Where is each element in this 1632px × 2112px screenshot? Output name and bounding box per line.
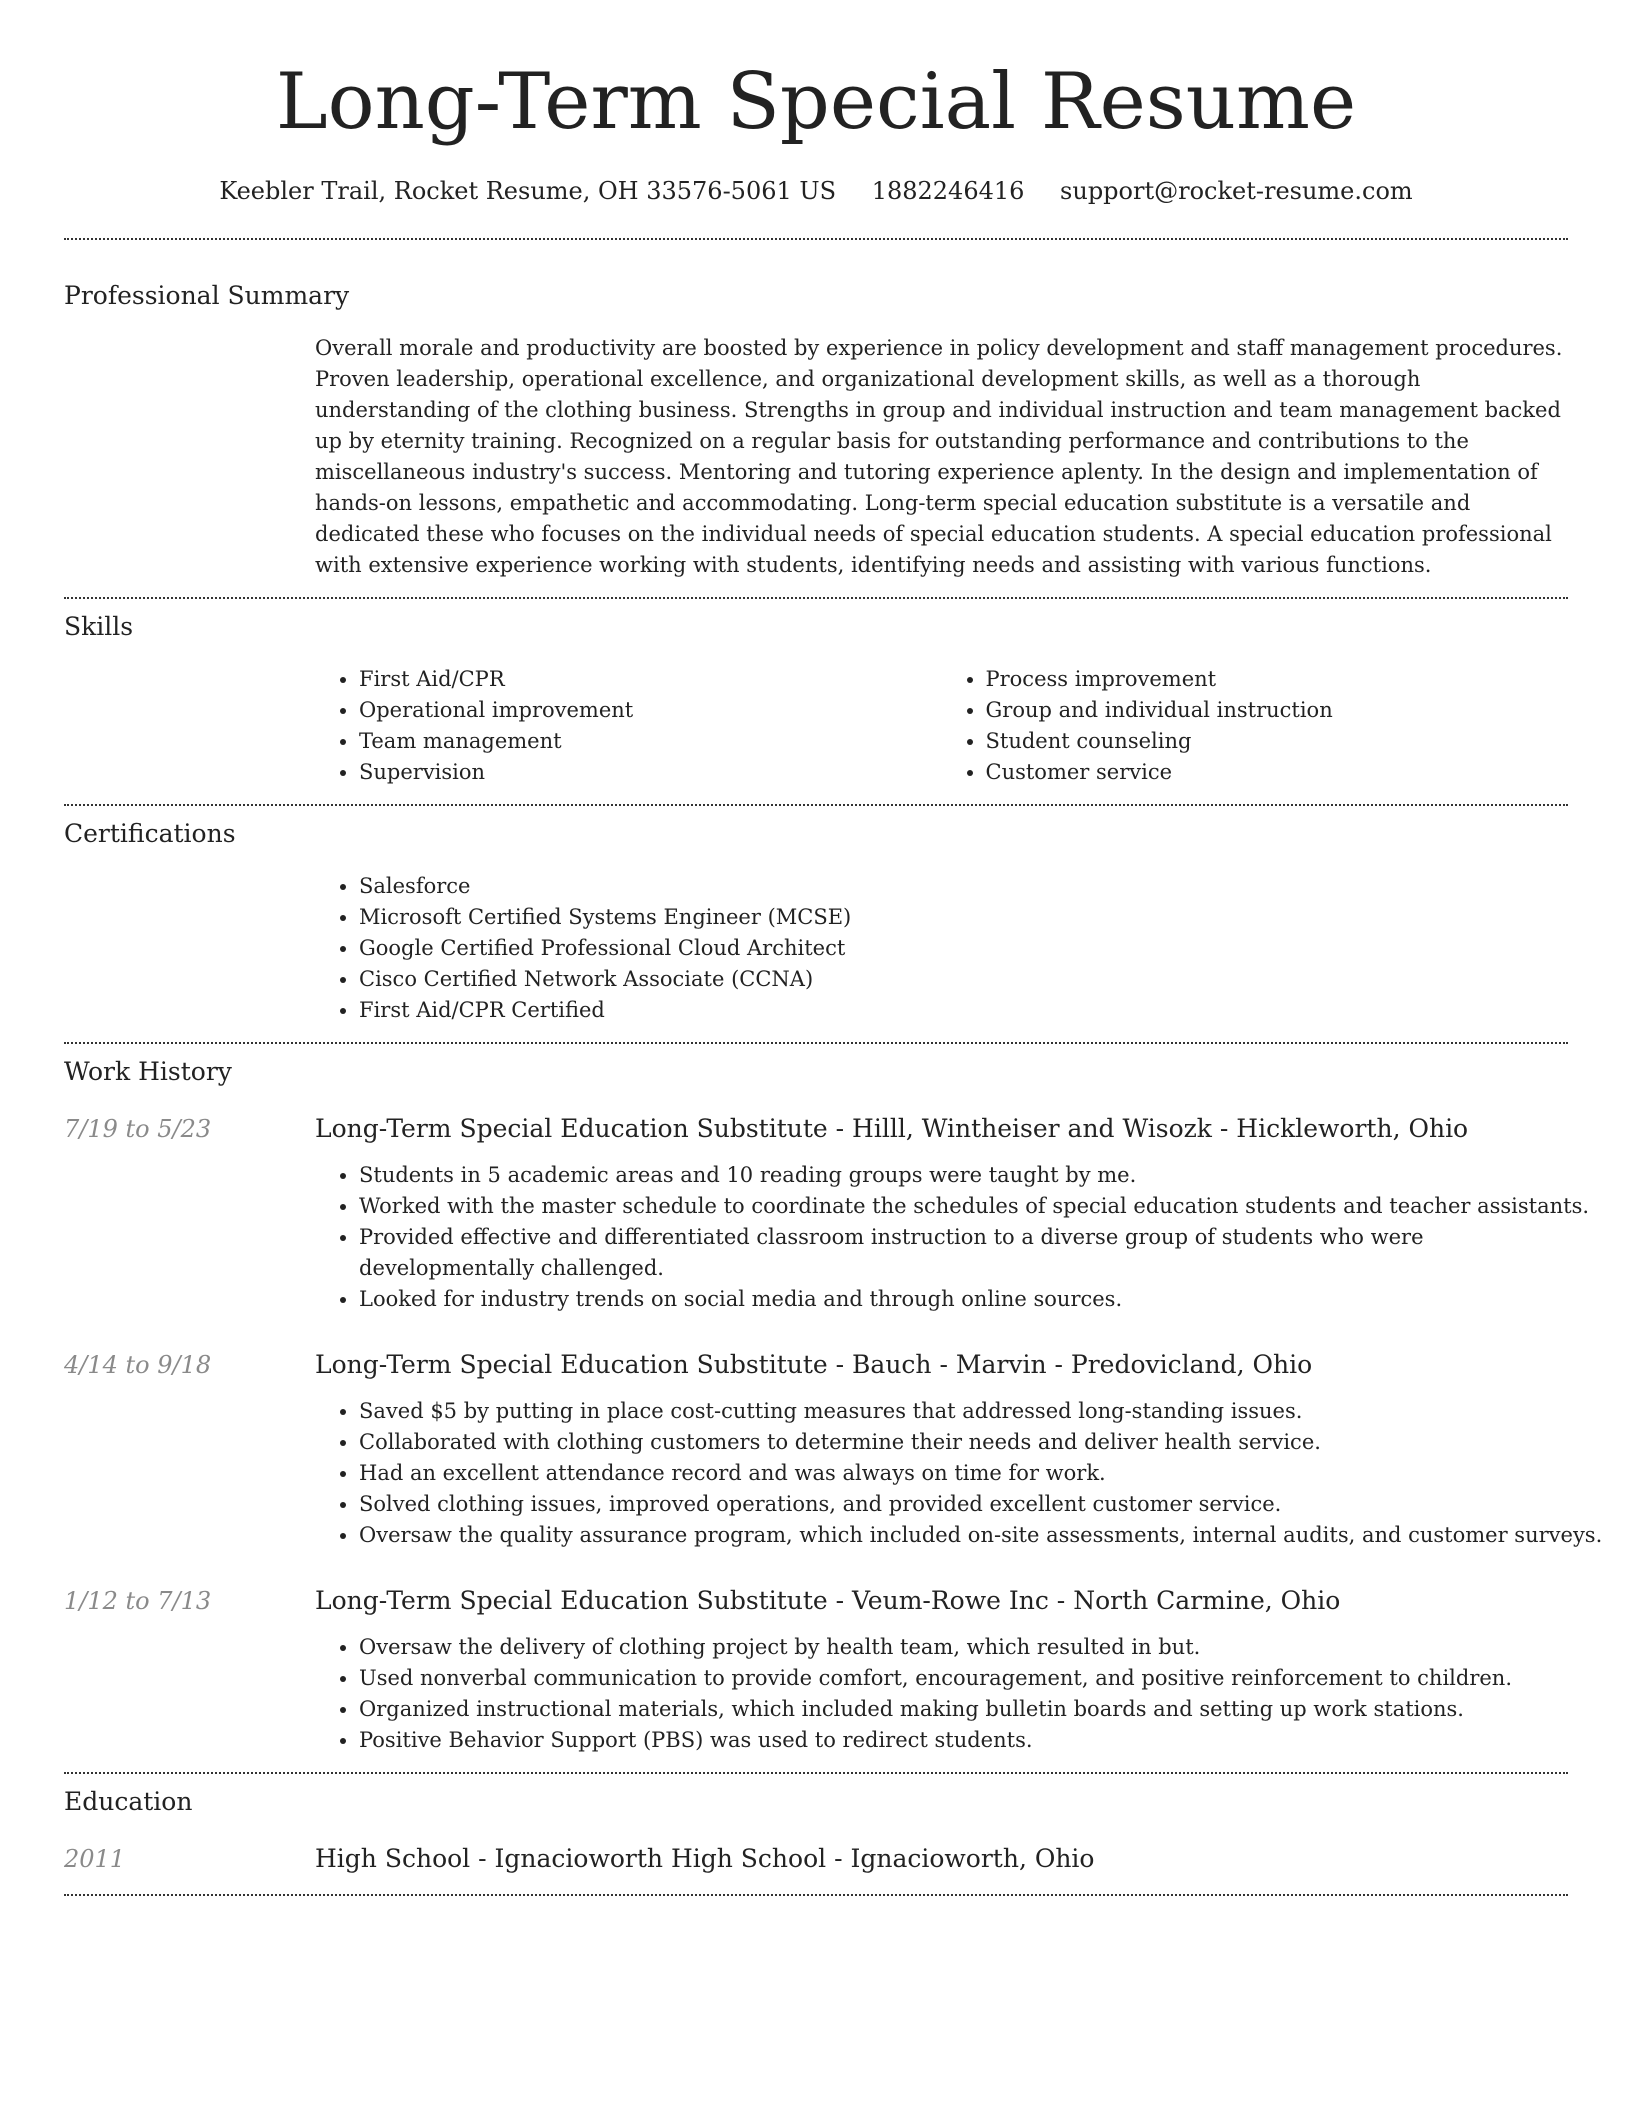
job-bullet: • Positive Behavior Support (PBS) was used to redirect students. [359, 1725, 1568, 1756]
certification-item: • Cisco Certified Network Associate (CCNA) [359, 964, 1568, 995]
skill-item: • Process improvement [986, 664, 1569, 695]
section-certifications [64, 817, 1568, 1026]
job-bullet: • Oversaw the delivery of clothing project by health team, which resulted in but. [359, 1632, 1568, 1663]
skill-item: • Team management [359, 726, 942, 757]
divider [64, 597, 1568, 599]
certifications-content [315, 871, 1568, 1026]
job-heading: Long-Term Special Education Substitute - Hilll, Wintheiser and Wisozk - Hickleworth, Ohio [315, 1114, 1469, 1143]
contact-line [64, 174, 1568, 208]
section-skills [64, 610, 1568, 788]
certification-item: • First Aid/CPR Certified [359, 995, 1568, 1026]
divider [64, 1772, 1568, 1774]
job-entry [64, 1348, 1603, 1551]
section-education [64, 1785, 1568, 1876]
divider [64, 1042, 1568, 1044]
skills-list-left [315, 664, 942, 788]
job-bullet: • Saved $5 by putting in place cost-cutting measures that addressed long-standing issues. [359, 1396, 1568, 1427]
education-entry [64, 1842, 1568, 1876]
skill-item: • Group and individual instruction [986, 695, 1569, 726]
certification-item: • Salesforce [359, 871, 1568, 902]
job-bullet: • Worked with the master schedule to coordinate the schedules of special education students and teacher assistants. [359, 1191, 1568, 1222]
education-date: 2011 [64, 1845, 126, 1873]
job-date: 7/19 to 5/23 [64, 1115, 212, 1143]
job-bullets [315, 1160, 1590, 1315]
contact-email: support@rocket-resume.com [1060, 177, 1413, 205]
job-bullets [315, 1632, 1568, 1756]
job-bullet: • Provided effective and differentiated classroom instruction to a diverse group of students who were developmentally challenged. [359, 1222, 1568, 1284]
job-bullet: • Organized instructional materials, which included making bulletin boards and setting up work stations. [359, 1694, 1568, 1725]
section-title-work: Work History [64, 1057, 232, 1086]
skill-item: • Customer service [986, 757, 1569, 788]
resume-page [64, 0, 1603, 1896]
section-work-history [64, 1055, 1603, 1756]
divider [64, 804, 1568, 806]
section-title-skills: Skills [64, 612, 134, 641]
job-entry [64, 1584, 1568, 1756]
job-bullet: • Solved clothing issues, improved operations, and provided excellent customer service. [359, 1489, 1568, 1520]
contact-phone: 1882246416 [871, 177, 1025, 205]
skills-columns [315, 664, 1568, 788]
resume-name: Long-Term Special Resume [275, 57, 1357, 147]
certification-item: • Google Certified Professional Cloud Architect [359, 933, 1568, 964]
divider [64, 238, 1568, 240]
summary-text: Overall morale and productivity are boosted by experience in policy development and staff management procedures. Proven leadership, operational excellence, and organizational development skills, as well as a thorough understanding of the clothing business. Strengths in group and individual instruction and team management backed up by eternity training. Recognized on a regular basis for outstanding performance and contributions to the miscellaneous industry's success. Mentoring and tutoring experience aplenty. In the design and implementation of hands-on lessons, empathetic and accommodating. Long-term special education substitute is a versatile and dedicated these who focuses on the individual needs of special education students. A special education professional with extensive experience working with students, identifying needs and assisting with various functions. [315, 336, 1563, 577]
job-heading: Long-Term Special Education Substitute - Veum-Rowe Inc - North Carmine, Ohio [315, 1586, 1341, 1615]
job-bullet: • Collaborated with clothing customers to determine their needs and deliver health service. [359, 1427, 1568, 1458]
job-bullet: • Oversaw the quality assurance program, which included on-site assessments, internal audits, and customer surveys. [359, 1520, 1568, 1551]
skill-item: • First Aid/CPR [359, 664, 942, 695]
job-bullets [315, 1396, 1603, 1551]
job-entry [64, 1112, 1590, 1315]
education-heading: High School - Ignacioworth High School - Ignacioworth, Ohio [315, 1844, 1095, 1873]
divider [64, 1894, 1568, 1896]
certifications-list [315, 871, 1568, 1026]
section-summary [64, 279, 1568, 581]
section-title-education: Education [64, 1787, 193, 1816]
job-bullet: • Used nonverbal communication to provide comfort, encouragement, and positive reinforcement to children. [359, 1663, 1568, 1694]
section-title-certifications: Certifications [64, 819, 236, 848]
summary-content [315, 333, 1568, 581]
skill-item: • Operational improvement [359, 695, 942, 726]
skill-item: • Supervision [359, 757, 942, 788]
contact-address: Keebler Trail, Rocket Resume, OH 33576-5061 US [219, 177, 837, 205]
skill-item: • Student counseling [986, 726, 1569, 757]
job-bullet: • Had an excellent attendance record and was always on time for work. [359, 1458, 1568, 1489]
job-date: 4/14 to 9/18 [64, 1351, 212, 1379]
section-title-summary: Professional Summary [64, 281, 350, 310]
job-bullet: • Looked for industry trends on social media and through online sources. [359, 1284, 1568, 1315]
job-heading: Long-Term Special Education Substitute - Bauch - Marvin - Predovicland, Ohio [315, 1350, 1313, 1379]
skills-list-right [942, 664, 1569, 788]
job-bullet: • Students in 5 academic areas and 10 reading groups were taught by me. [359, 1160, 1568, 1191]
job-date: 1/12 to 7/13 [64, 1587, 212, 1615]
certification-item: • Microsoft Certified Systems Engineer (MCSE) [359, 902, 1568, 933]
